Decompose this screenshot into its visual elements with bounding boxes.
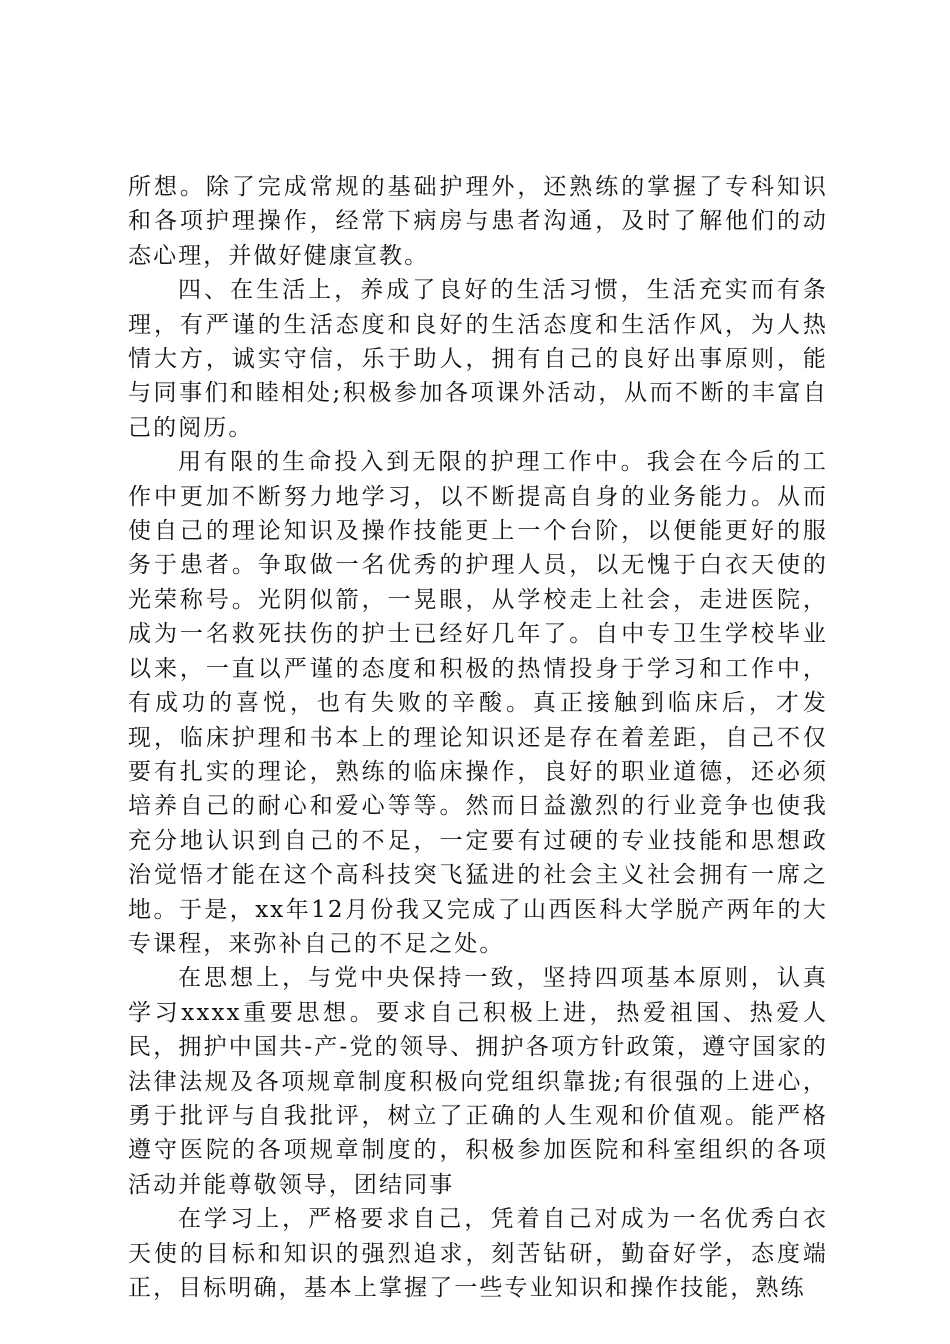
paragraph-2: 四、在生活上，养成了良好的生活习惯，生活充实而有条理，有严谨的生活态度和良好的生活态度和生活作风，为人热情大方，诚实守信，乐于助人，拥有自己的良好出事原则，能与同事们和睦相处;积极参加各项课外活动，从而不断的丰富自己的阅历。 xyxy=(128,277,828,441)
paragraph-5: 在学习上，严格要求自己，凭着自己对成为一名优秀白衣天使的目标和知识的强烈追求，刻苦钻研，勤奋好学，态度端正，目标明确，基本上掌握了一些专业知识和操作技能，熟练 xyxy=(128,1206,828,1301)
document-body xyxy=(128,170,828,1305)
paragraph-3: 用有限的生命投入到无限的护理工作中。我会在今后的工作中更加不断努力地学习，以不断提高自身的业务能力。从而使自己的理论知识及操作技能更上一个台阶，以便能更好的服务于患者。争取做一名优秀的护理人员，以无愧于白衣天使的光荣称号。光阴似箭，一晃眼，从学校走上社会，走进医院，成为一名救死扶伤的护士已经好几年了。自中专卫生学校毕业以来，一直以严谨的态度和积极的热情投身于学习和工作中，有成功的喜悦，也有失败的辛酸。真正接触到临床后，才发现，临床护理和书本上的理论知识还是存在着差距，自己不仅要有扎实的理论，熟练的临床操作，良好的职业道德，还必须培养自己的耐心和爱心等等。然而日益激烈的行业竞争也使我充分地认识到自己的不足，一定要有过硬的专业技能和思想政治觉悟才能在这个高科技突飞猛进的社会主义社会拥有一席之地。于是，xx年12月份我又完成了山西医科大学脱产两年的大专课程，来弥补自己的不足之处。 xyxy=(128,449,828,957)
paragraph-4: 在思想上，与党中央保持一致，坚持四项基本原则，认真学习xxxx重要思想。要求自己积极上进，热爱祖国、热爱人民，拥护中国共-产-党的领导、拥护各项方针政策，遵守国家的法律法规及各项规章制度积极向党组织靠拢;有很强的上进心，勇于批评与自我批评，树立了正确的人生观和价值观。能严格遵守医院的各项规章制度的，积极参加医院和科室组织的各项活动并能尊敬领导，团结同事 xyxy=(128,965,828,1198)
paragraph-1: 所想。除了完成常规的基础护理外，还熟练的掌握了专科知识和各项护理操作，经常下病房与患者沟通，及时了解他们的动态心理，并做好健康宣教。 xyxy=(128,174,828,269)
